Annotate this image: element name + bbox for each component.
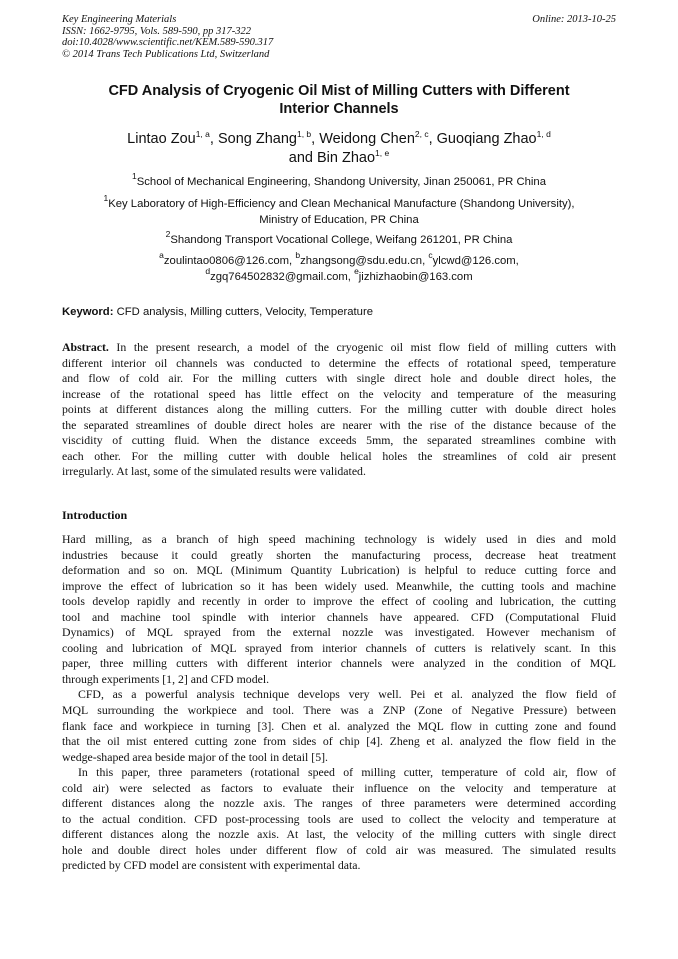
author-name: Lintao Zou xyxy=(127,131,196,147)
author-name: Weidong Chen xyxy=(319,131,415,147)
paper-title xyxy=(62,82,616,118)
online-date: Online: 2013-10-25 xyxy=(532,14,616,25)
email-link[interactable]: zgq764502832@gmail.com, xyxy=(210,270,355,283)
keywords-label: Keyword: xyxy=(62,306,114,318)
author-sup: 1, e xyxy=(375,148,390,158)
abstract: Abstract. In the present research, a model of the cryogenic oil mist flow field of milling cutters with different interior oil channels was conducted to determine the effects of rotational speed, temperature and flow of cold air. For the milling cutters with single direct hole and double direct holes, the increase of the rotational speed has little effect on the velocity and temperature of the measuring points at different distances along the milling cutters. For the milling cutter with double direct holes the separated streamlines of double direct holes are nearer with the rise of the distance because of the viscidity of cutting fluid. When the distance exceeds 5mm, the separated streamlines combine with each other. For the milling cutter with double helical holes the streamlines of cold air present irregularly. At last, some of the simulated results were validated. xyxy=(62,340,616,479)
author-line: Lintao Zou$^{1, a}$, Song Zhang$^{1, b}$, Weidong Chen$^{2, c}$, Guoqiang Zhao$^{1, d}$ xyxy=(127,129,551,147)
email-link[interactable]: zoulintao0806@126.com, xyxy=(163,255,296,267)
issn-line: ISSN: 1662-9795, Vols. 589-590, pp 317-322 xyxy=(62,25,251,37)
affiliation-2: $^1$Key Laboratory of High-Efficiency and Clean Mechanical Manufacture (Shandong University), Ministry of Education, PR China xyxy=(103,193,575,226)
author-sup: 1, d xyxy=(536,129,551,139)
keywords xyxy=(62,305,616,320)
affiliation-1: $^1$School of Mechanical Engineering, Shandong University, Jinan 250061, PR China xyxy=(132,171,546,188)
email-list: $^a$zoulintao0806@126.com, $^b$zhangsong@sdu.edu.cn, $^c$ylcwd@126.com, $^d$zgq764502832@gmail.com, $^e$jizhizhaobin@163.com xyxy=(159,250,519,283)
email-link[interactable]: jizhizhaobin@163.com xyxy=(358,270,473,283)
affiliation-3: $^2$Shandong Transport Vocational College, Weifang 261201, PR China xyxy=(165,229,513,246)
journal-header xyxy=(62,14,616,60)
author-sup: 1, a xyxy=(195,129,210,139)
title-line: CFD Analysis of Cryogenic Oil Mist of Milling Cutters with Different xyxy=(108,83,570,99)
introduction-body: Hard milling, as a branch of high speed machining technology is widely used in dies and mold industries because it could greatly shorten the manufacturing process, decrease heat treatment deformation and so on. MQL (Minimum Quantity Lubrication) is helpful to reduce cutting force and improve the effect of lubrication so it has been widely used. Meanwhile, the cutting tools and machine tools develop rapidly and recently in order to improve the effect of cooling and lubrication, the cutting tool and machine tool spindle with interior channels have appeared. CFD (Computational Fluid Dynamics) of MQL sprayed from the external nozzle was investigated. However mechanism of cooling and lubrication of MQL sprayed from interior channels of cutters is relatively scant. In this paper, three milling cutters with different interior channels were analyzed in the condition of MQL through experiments [1, 2] and CFD model. CFD, as a powerful analysis technique develops very well. Pei et al. analyzed the flow field of MQL surrounding the workpiece and tool. There was a ZNP (Zone of Negative Pressure) between flank face and workpiece in turning [3]. Chen et al. analyzed the MQL flow in cutting zone and found that the oil mist entered cutting zone from sides of chip [4]. Zheng et al. analyzed the flow field in the wedge-shaped area beside major of the tool in detail [5]. In this paper, three parameters (rotational speed of milling cutter, temperature of cold air, flow of cold air) were selected as factors to evaluate their influence on the velocity and temperature at different distances along the nozzle axis. The ranges of three parameters were determined according to the actual condition. CFD post-processing tools are used to collect the velocity and temperature at different distances along the nozzle axis. At last, the velocity of the milling cutters with single direct hole and double direct holes under different flow of cold air was measured. The simulated results predicted by CFD model are consistent with experimental data. xyxy=(62,532,616,873)
title-line: Interior Channels xyxy=(279,101,399,117)
author-name: and Bin Zhao xyxy=(288,150,376,166)
email-link[interactable]: ylcwd@126.com, xyxy=(432,255,519,267)
introduction-heading: Introduction xyxy=(62,508,128,522)
doi-line: doi:10.4028/www.scientific.net/KEM.589-590.317 xyxy=(62,37,274,48)
author-name: Guoqiang Zhao xyxy=(436,131,537,147)
abstract-label: Abstract. xyxy=(62,340,109,354)
author-sup: 1, b xyxy=(296,129,312,139)
author-sup: 2, c xyxy=(414,129,429,139)
copyright-line: © 2014 Trans Tech Publications Ltd, Switzerland xyxy=(62,48,270,60)
author-name: Song Zhang xyxy=(217,131,297,147)
keywords-text: CFD analysis, Milling cutters, Velocity, Temperature xyxy=(113,306,373,318)
author-list xyxy=(62,130,616,168)
email-link[interactable]: zhangsong@sdu.edu.cn, xyxy=(300,255,429,267)
author-line xyxy=(62,149,616,168)
journal-name: Key Engineering Materials xyxy=(62,14,177,25)
